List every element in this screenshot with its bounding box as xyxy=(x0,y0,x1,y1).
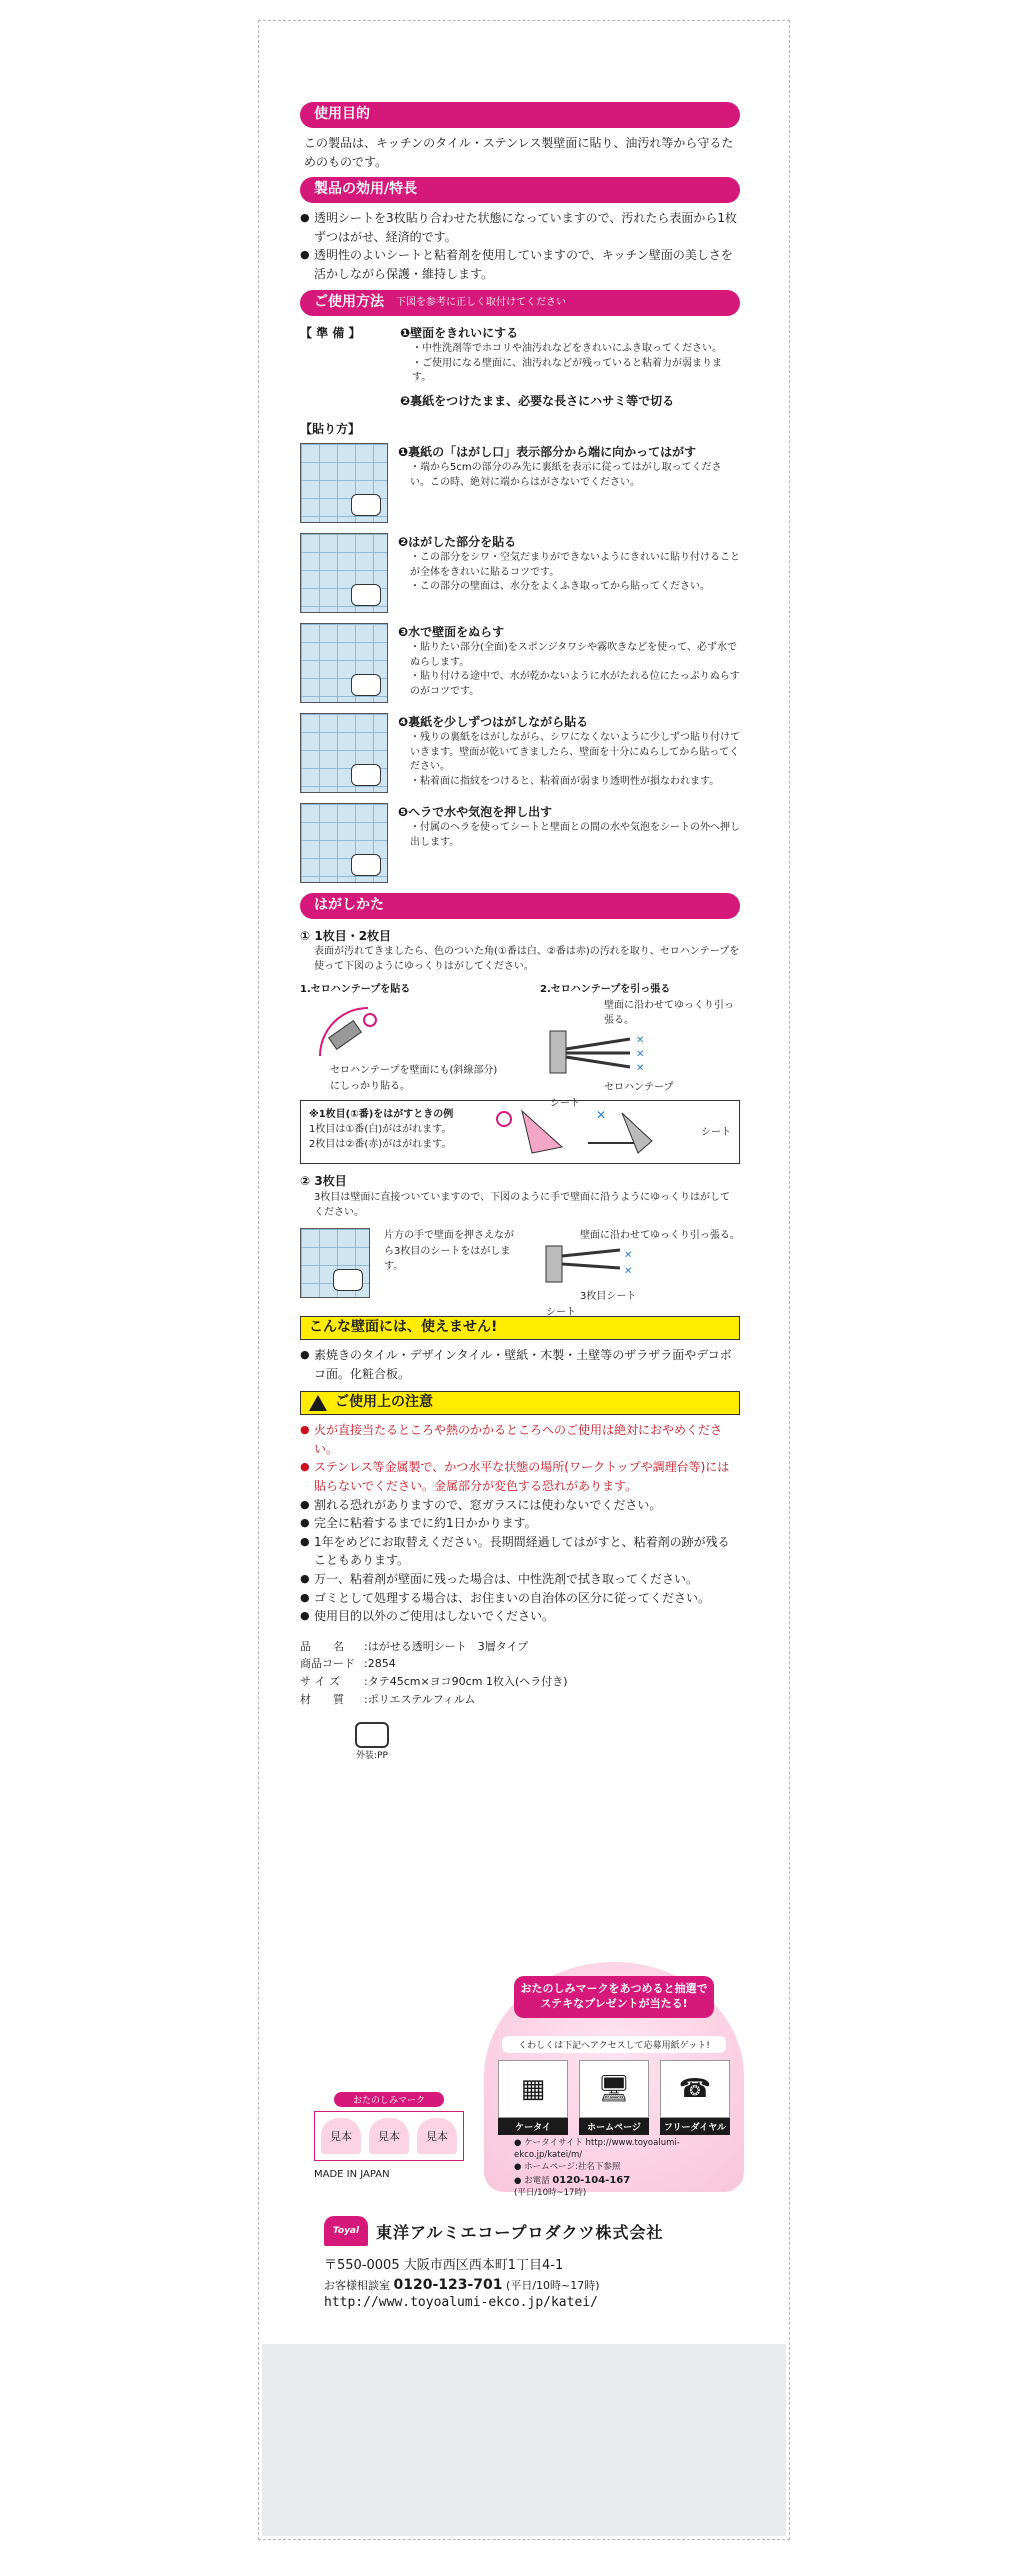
recycle-mark: 外装:PP xyxy=(350,1722,394,1764)
apply-label: 【貼り方】 xyxy=(300,422,361,437)
note-sheet-label: シート xyxy=(700,1126,731,1138)
svg-text:✕: ✕ xyxy=(596,1108,607,1123)
prep-label: 【 準 備 】 xyxy=(300,325,361,340)
stamp-area xyxy=(314,2092,464,2180)
promo-icons xyxy=(498,2060,730,2135)
third-pull-illustration xyxy=(540,1244,720,1284)
company-phone: お客様相談室 0120-123-701 (平日/10時~17時) xyxy=(324,2277,600,2293)
apply-step-title: ❶裏紙の「はがし口」表示部分から端に向かってはがす xyxy=(398,444,697,459)
removal-part1-text: 表面が汚れてきましたら、色のついた角(①番は白、②番は赤)の汚れを取り、セロハンテープを使って下図のようにゆっくりはがしてください。 xyxy=(314,946,740,972)
step-illustration xyxy=(300,713,388,793)
monitor-icon: 🖥 xyxy=(579,2060,649,2118)
promo-guide: くわしくは下記へアクセスして応募用紙ゲット! xyxy=(502,2036,726,2053)
not-usable-heading: こんな壁面には、使えません! xyxy=(300,1316,740,1340)
removal-part1-head: ① 1枚目・2枚目 xyxy=(300,928,392,943)
caution-item: ● 割れる恐れがありますので、窓ガラスには使わないでください。 xyxy=(300,1496,740,1515)
third-sheet-diagram: 片方の手で壁面を押さえながら3枚目のシートをはがします。 xyxy=(300,1228,520,1308)
note-line: 2枚目は②番(赤)がはがれます。 xyxy=(309,1139,452,1151)
sample-stamp: 見本 xyxy=(369,2118,409,2154)
caution-item: ● 1年をめどにお取替えください。長期間経過してはがすと、粘着剤の跡が残ることもあります。 xyxy=(300,1533,740,1570)
prep-section xyxy=(300,324,740,411)
prep-step-note: ・ご使用になる壁面に、油汚れなどが残っていると粘着力が弱まります。 xyxy=(412,357,722,384)
spec-value: :2854 xyxy=(364,1657,396,1671)
apply-step-note: ・粘着面に指紋をつけると、粘着面が弱まり透明性が損なわれます。 xyxy=(410,775,720,787)
tape-pull-illustration xyxy=(540,1029,740,1075)
removal-heading: はがしかた xyxy=(300,893,740,919)
feature-item: ● 透明性のよいシートと粘着剤を使用していますので、キッチン壁面の美しさを活かしながら保護・維持します。 xyxy=(300,246,740,283)
tape-attach-caption: セロハンテープを壁面にも(斜線部分)にしっかり貼る。 xyxy=(330,1065,498,1092)
svg-text:✕: ✕ xyxy=(636,1048,645,1060)
company-address: 〒550-0005 大阪市西区西本町1丁目4-1 xyxy=(324,2258,564,2273)
svg-text:✕: ✕ xyxy=(636,1062,645,1074)
corner-example-illustration xyxy=(492,1107,662,1157)
step-illustration xyxy=(300,533,388,613)
purpose-heading: 使用目的 xyxy=(300,102,740,128)
step-illustration xyxy=(300,803,388,883)
promo-banner: おたのしみマークをあつめると抽選でステキなプレゼントが当たる! xyxy=(514,1976,714,2018)
company-info xyxy=(324,2216,744,2310)
spec-value: :はがせる透明シート 3層タイプ xyxy=(364,1639,529,1653)
apply-step-note: ・付属のヘラを使ってシートと壁面との間の水や気泡をシートの外へ押し出します。 xyxy=(410,822,740,848)
spec-key: サ イ ズ xyxy=(300,1674,340,1688)
spec-value: :ポリエステルフィルム xyxy=(364,1692,476,1706)
promo-homepage: 🖥 ホームページ xyxy=(579,2060,649,2135)
tape-attach-diagram: 1.セロハンテープを貼る セロハンテープを壁面にも(斜線部分)にしっかり貼る。 xyxy=(300,982,500,1092)
apply-step-title: ❷はがした部分を貼る xyxy=(398,534,517,549)
note-line: 1枚目は①番(白)がはがれます。 xyxy=(309,1124,452,1136)
apply-step xyxy=(300,713,740,793)
company-name: 東洋アルミエコープロダクツ株式会社 xyxy=(376,2222,664,2242)
prep-step-note: ・中性洗剤等でホコリや油汚れなどをきれいにふき取ってください。 xyxy=(412,343,722,355)
step-illustration xyxy=(300,443,388,523)
apply-step-note: ・端から5cmの部分のみ先に裏紙を表示に従ってはがし取ってください。この時、絶対に端からはがさないでください。 xyxy=(410,462,722,488)
sample-stamp: 見本 xyxy=(417,2118,457,2154)
company-url: http://www.toyoalumi-ekco.jp/katei/ xyxy=(324,2295,598,2310)
note-title: ※1枚目(①番)をはがすときの例 xyxy=(309,1109,454,1121)
apply-step-title: ❸水で壁面をぬらす xyxy=(398,624,505,639)
sample-stamp: 見本 xyxy=(321,2118,361,2154)
apply-step-note: ・残りの裏紙をはがしながら、シワになくないように少しずつ貼り付けていきます。壁面が乾いてきましたら、壁面を十分にぬらしてから貼ってください。 xyxy=(410,732,740,773)
stamp-samples xyxy=(314,2111,464,2161)
apply-step-note: ・貼りたい部分(全面)をスポンジタワシや霧吹きなどを使って、必ず水でぬらします。 xyxy=(410,642,737,668)
apply-step xyxy=(300,623,740,703)
bottom-margin xyxy=(262,2344,786,2536)
spec-value: :タテ45cm×ヨコ90cm 1枚入(ヘラ付き) xyxy=(364,1674,568,1688)
caution-item: ● ゴミとして処理する場合は、お住まいの自治体の区分に従ってください。 xyxy=(300,1589,740,1608)
caution-item: ● 万一、粘着剤が壁面に残った場合は、中性洗剤で拭き取ってください。 xyxy=(300,1570,740,1589)
apply-step-note: ・この部分をシワ・空気だまりができないようにきれいに貼り付けることが全体をきれいに貼るコツです。 xyxy=(410,552,740,578)
spec-key: 商品コード xyxy=(300,1657,355,1671)
tape-attach-illustration xyxy=(300,998,500,1058)
made-in-label: MADE IN JAPAN xyxy=(314,2169,390,2180)
stamp-title: おたのしみマーク xyxy=(334,2092,444,2107)
usage-heading: ご使用方法 下図を参考に正しく取付けてください xyxy=(300,290,740,316)
promo-freedial: ☎ フリーダイヤル xyxy=(660,2060,730,2135)
caution-heading: ご使用上の注意 xyxy=(300,1391,740,1415)
instructions-content xyxy=(300,96,740,1764)
spec-key: 材 質 xyxy=(300,1692,344,1706)
tape-pull-diagram: 2.セロハンテープを引っ張る 壁面に沿わせてゆっくり引っ張る。 ✕ ✕ ✕ セロハンテープ シート xyxy=(540,982,740,1092)
company-logo: Toyal xyxy=(324,2216,368,2246)
promo-mobile: ▦ ケータイ xyxy=(498,2060,568,2135)
promo-campaign xyxy=(484,1962,744,2198)
apply-step xyxy=(300,443,740,523)
feature-item: ● 透明シートを3枚貼り合わせた状態になっていますので、汚れたら表面から1枚ずつはがせ、経済的です。 xyxy=(300,209,740,246)
phone-icon: ☎ xyxy=(660,2060,730,2118)
prep-step-title: ❶壁面をきれいにする xyxy=(400,325,519,340)
apply-step xyxy=(300,533,740,613)
apply-step-title: ❹裏紙を少しずつはがしながら貼る xyxy=(398,714,589,729)
removal-diagrams xyxy=(300,982,740,1109)
apply-step-note: ・この部分の壁面は、水分をよくふき取ってから貼ってください。 xyxy=(410,581,710,593)
warning-icon xyxy=(309,1395,327,1411)
qr-code-icon: ▦ xyxy=(498,2060,568,2118)
spec-key: 品 名 xyxy=(300,1639,344,1653)
svg-text:✕: ✕ xyxy=(624,1265,633,1277)
caution-item: ● 使用目的以外のご使用はしないでください。 xyxy=(300,1607,740,1626)
promo-info: ● ケータイサイト http://www.toyoalumi-ekco.jp/katei/m/ ● ホームページ:社名下参照 ● お電話 0120-104-167 (平日/10時~17時) xyxy=(514,2138,680,2198)
not-usable-item: ● 素焼きのタイル・デザインタイル・壁紙・木製・土壁等のザラザラ面やデコボコ面。化粧合板。 xyxy=(300,1346,740,1383)
svg-text:✕: ✕ xyxy=(636,1034,645,1046)
removal-part2-head: ② 3枚目 xyxy=(300,1174,347,1189)
caution-red-item: ● 火が直接当たるところや熱のかかるところへのご使用は絶対におやめください。 xyxy=(300,1421,740,1458)
plastic-recycle-icon xyxy=(355,1722,389,1748)
apply-step-title: ❺ヘラで水や気泡を押し出す xyxy=(398,804,553,819)
caution-red-item: ● ステンレス等金属製で、かつ水平な状態の場所(ワークトップや調理台等)には貼らないでください。金属部分が変色する恐れがあります。 xyxy=(300,1458,740,1495)
svg-text:✕: ✕ xyxy=(624,1249,633,1261)
features-heading: 製品の効用/特長 xyxy=(300,177,740,203)
apply-step xyxy=(300,803,740,883)
apply-step-note: ・貼り付ける途中で、水が乾かないように水がたれる位にたっぷりぬらすのがコツです。 xyxy=(410,671,740,697)
removal-part2-text: 3枚目は壁面に直接ついていますので、下図のように手で壁面に沿うようにゆっくりはがしてください。 xyxy=(314,1192,731,1218)
product-spec xyxy=(300,1638,740,1708)
purpose-text: この製品は、キッチンのタイル・ステンレス製壁面に貼り、油汚れ等から守るためのものです。 xyxy=(304,136,734,169)
third-sheet-illustration xyxy=(300,1228,370,1298)
caution-item: ● 完全に粘着するまでに約1日かかります。 xyxy=(300,1514,740,1533)
third-pull-diagram: 壁面に沿わせてゆっくり引っ張る。 ✕ ✕ 3枚目シート シート xyxy=(540,1228,740,1308)
step-illustration xyxy=(300,623,388,703)
prep-step-title: ❷裏紙をつけたまま、必要な長さにハサミ等で切る xyxy=(400,393,675,408)
removal-third-diagrams xyxy=(300,1228,740,1318)
